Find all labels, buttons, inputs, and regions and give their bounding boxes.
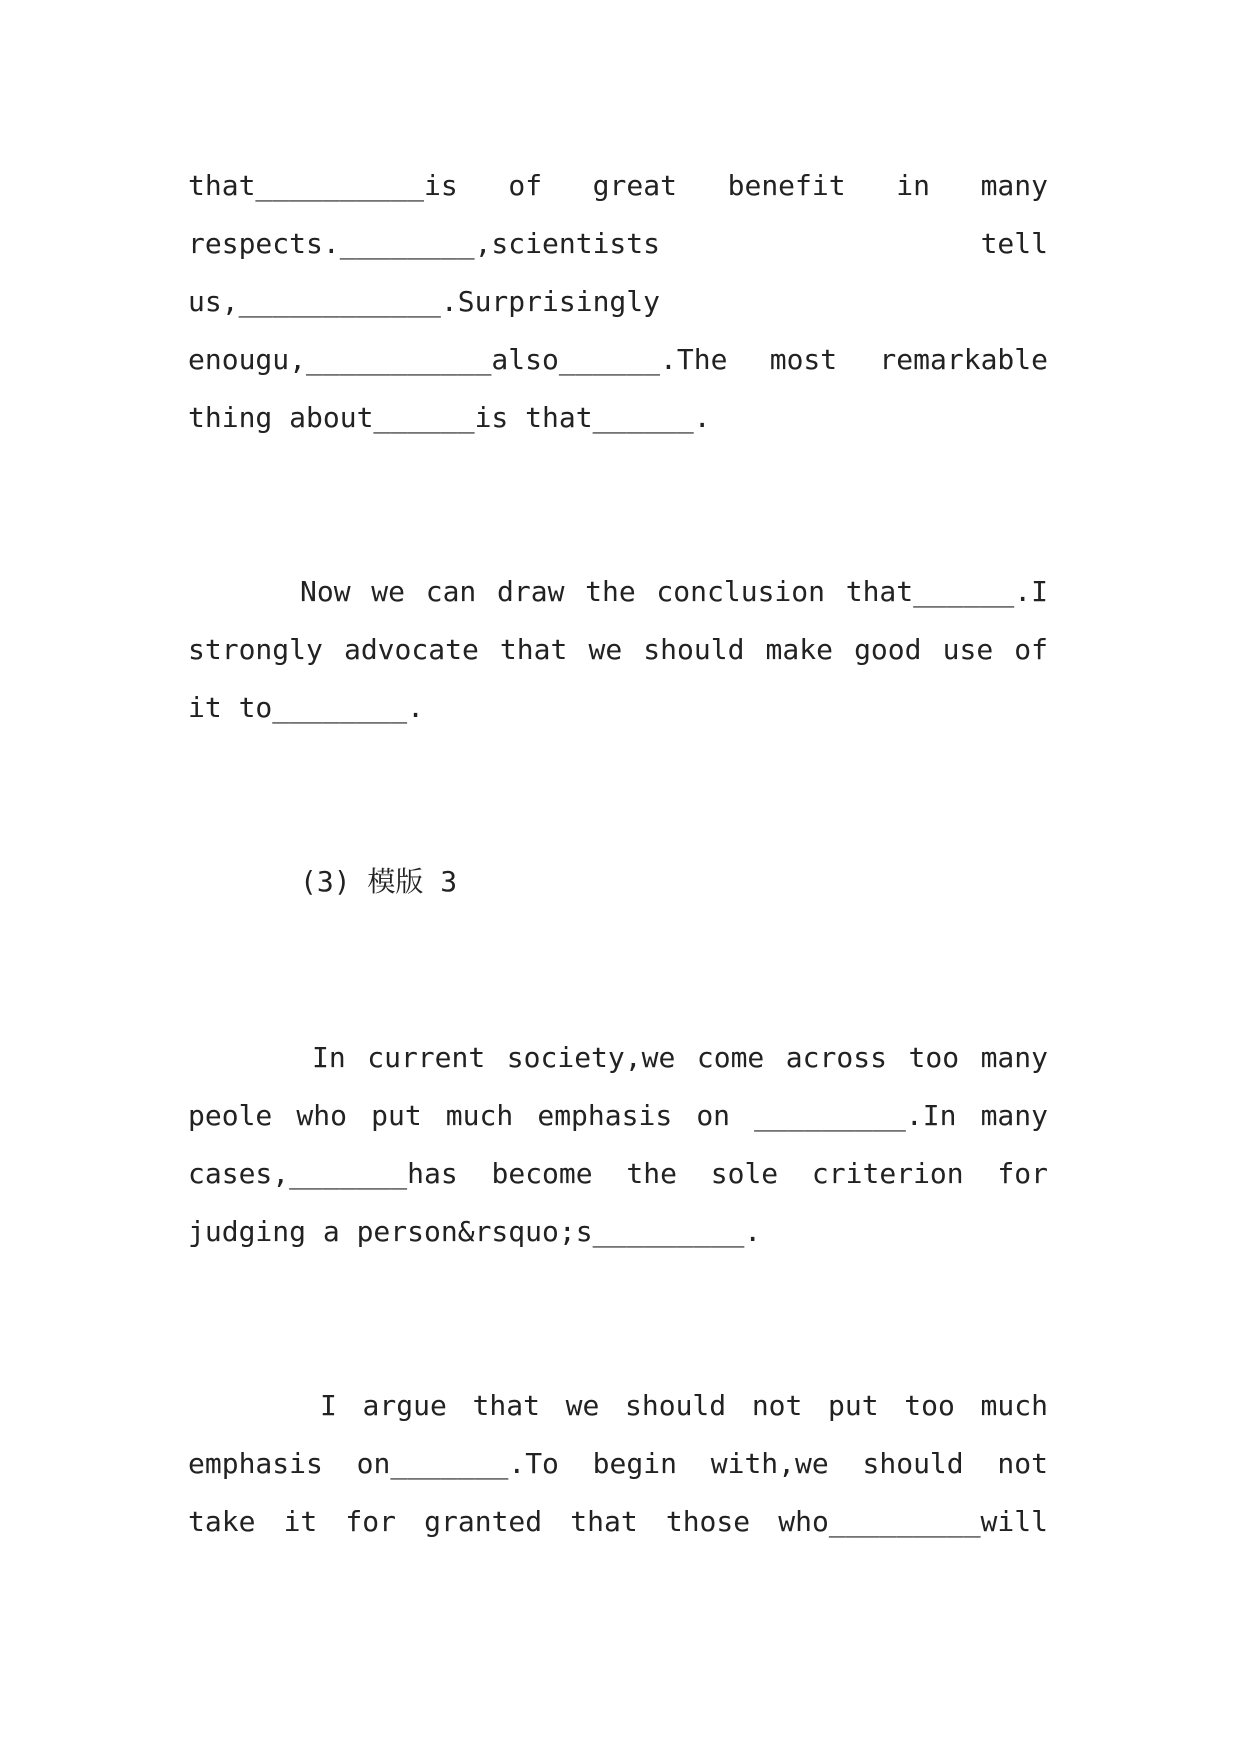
section-heading: (3) 模版 3 — [300, 865, 458, 898]
paragraph-3-line-2: peole who put much emphasis on _________.In many — [188, 1099, 1048, 1132]
paragraph-2-line-2: strongly advocate that we should make good use of — [188, 633, 1048, 666]
paragraph-1-line-4: enougu,___________also______.The most remarkable — [188, 343, 1048, 376]
paragraph-3-line-3: cases,_______has become the sole criterion for — [188, 1157, 1048, 1190]
paragraph-2-line-1: Now we can draw the conclusion that______.I — [300, 575, 1048, 608]
paragraph-3-line-1: In current society,we come across too many — [312, 1041, 1048, 1074]
paragraph-3-line-4: judging a person&rsquo;s_________. — [188, 1215, 762, 1248]
paragraph-4-line-2: emphasis on_______.To begin with,we should not — [188, 1447, 1048, 1480]
paragraph-1-line-3: us,____________.Surprisingly — [188, 285, 661, 318]
paragraph-4-line-1: I argue that we should not put too much — [320, 1389, 1048, 1422]
paragraph-1-line-2: respects.________,scientists tell — [188, 227, 1048, 260]
paragraph-4-line-3: take it for granted that those who_________will — [188, 1505, 1048, 1538]
paragraph-2-line-3: it to________. — [188, 691, 425, 724]
paragraph-1-line-1: that__________is of great benefit in many — [188, 169, 1048, 202]
paragraph-1-line-5: thing about______is that______. — [188, 401, 711, 434]
